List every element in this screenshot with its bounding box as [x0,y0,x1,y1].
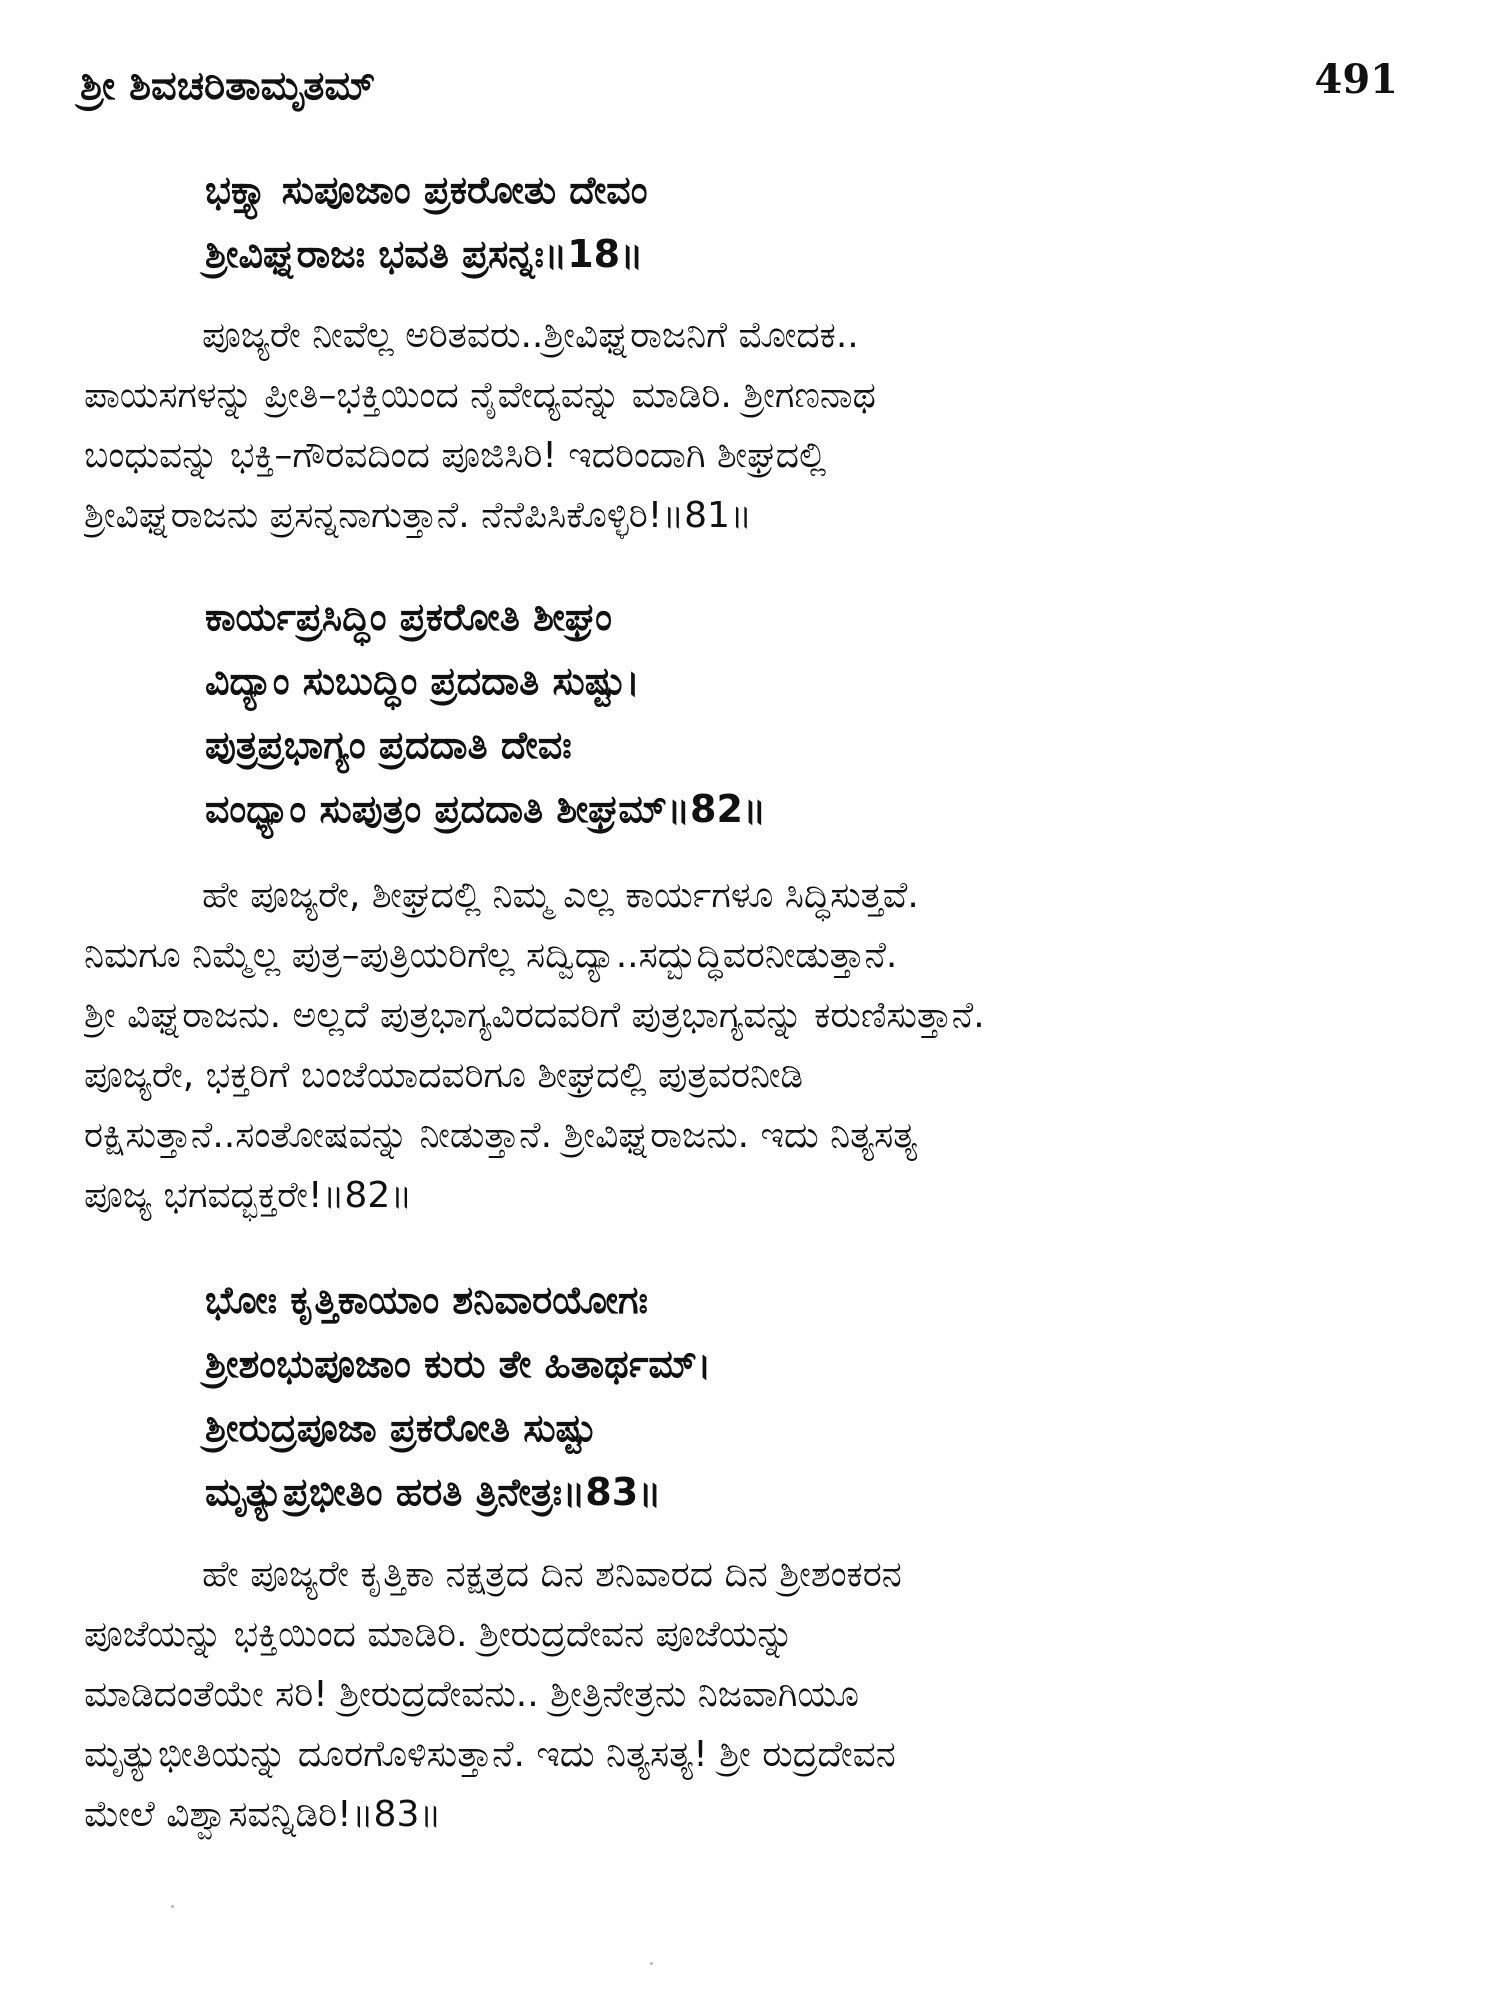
prose-line: ಪೂಜ್ಯರೇ ನೀವೆಲ್ಲ ಅರಿತವರು..ಶ್ರೀವಿಘ್ನರಾಜನಿಗೆ ಮೋದಕ.. [202,315,859,356]
prose-line: ಬಂಧುವನ್ನು ಭಕ್ತಿ–ಗೌರವದಿಂದ ಪೂಜಿಸಿರಿ! ಇದರಿಂದಾಗಿ ಶೀಘ್ರದಲ್ಲಿ [84,435,827,476]
scan-speck [650,1962,653,1965]
verse-line: ಶ್ರೀಶಂಭುಪೂಜಾಂ ಕುರು ತೇ ಹಿತಾರ್ಥಮ್। [205,1342,712,1386]
page-number: 491 [1314,56,1398,103]
verse-83 [205,1268,1405,1524]
verse-line: ವಿದ್ಯಾಂ ಸುಬುದ್ಧಿಂ ಪ್ರದದಾತಿ ಸುಷ್ಟು। [205,659,640,703]
prose-line: ಹೇ ಪೂಜ್ಯರೇ, ಶೀಘ್ರದಲ್ಲಿ ನಿಮ್ಮ ಎಲ್ಲ ಕಾರ್ಯಗಳೂ ಸಿದ್ಧಿಸುತ್ತವೆ. [202,875,919,916]
commentary-81 [84,306,1406,546]
prose-line: ಹೇ ಪೂಜ್ಯರೇ ಕೃತ್ತಿಕಾ ನಕ್ಷತ್ರದ ದಿನ ಶನಿವಾರದ ದಿನ ಶ್ರೀಶಂಕರನ [202,1554,902,1595]
prose-line: ಪಾಯಸಗಳನ್ನು ಪ್ರೀತಿ–ಭಕ್ತಿಯಿಂದ ನೈವೇದ್ಯವನ್ನು ಮಾಡಿರಿ. ಶ್ರೀಗಣನಾಥ [84,375,876,416]
prose-line: ಪೂಜ್ಯರೇ, ಭಕ್ತರಿಗೆ ಬಂಜೆಯಾದವರಿಗೂ ಶೀಘ್ರದಲ್ಲಿ ಪುತ್ರವರನೀಡಿ [84,1055,804,1096]
commentary-83 [84,1545,1406,1845]
prose-line: ಪೂಜ್ಯ ಭಗವದ್ಭಕ್ತರೇ!॥82॥ [84,1175,413,1216]
prose-line: ನಿಮಗೂ ನಿಮ್ಮೆಲ್ಲ ಪುತ್ರ–ಪುತ್ರಿಯರಿಗೆಲ್ಲ ಸದ್ವಿದ್ಯಾ..ಸದ್ಬುದ್ಧಿವರನೀಡುತ್ತಾನೆ. [84,935,898,976]
verse-line: ವಂಧ್ಯಾಂ ಸುಪುತ್ರಂ ಪ್ರದದಾತಿ ಶೀಘ್ರಮ್॥82॥ [205,787,767,831]
verse-82 [205,585,1405,841]
prose-line: ಶ್ರೀ ವಿಘ್ನರಾಜನು. ಅಲ್ಲದೆ ಪುತ್ರಭಾಗ್ಯವಿರದವರಿಗೆ ಪುತ್ರಭಾಗ್ಯವನ್ನು ಕರುಣಿಸುತ್ತಾನೆ. [84,995,985,1036]
prose-line: ರಕ್ಷಿಸುತ್ತಾನೆ..ಸಂತೋಷವನ್ನು ನೀಡುತ್ತಾನೆ. ಶ್ರೀವಿಘ್ನರಾಜನು. ಇದು ನಿತ್ಯಸತ್ಯ [84,1115,918,1156]
verse-line: ಪುತ್ರಪ್ರಭಾಗ್ಯಂ ಪ್ರದದಾತಿ ದೇವಃ [205,723,572,767]
verse-line: ಭೋಃ ಕೃತ್ತಿಕಾಯಾಂ ಶನಿವಾರಯೋಗಃ [205,1278,648,1322]
verse-line: ಶ್ರೀರುದ್ರಪೂಜಾ ಪ್ರಕರೋತಿ ಸುಷ್ಟು [205,1406,597,1450]
prose-line: ಮಾಡಿದಂತೆಯೇ ಸರಿ! ಶ್ರೀರುದ್ರದೇವನು.. ಶ್ರೀತ್ರಿನೇತ್ರನು ನಿಜವಾಗಿಯೂ [84,1674,859,1715]
verse-line: ಮೃತ್ಯುಪ್ರಭೀತಿಂ ಹರತಿ ತ್ರಿನೇತ್ರಃ॥83॥ [205,1470,662,1514]
verse-line: ಶ್ರೀವಿಘ್ನರಾಜಃ ಭವತಿ ಪ್ರಸನ್ನಃ॥18॥ [205,232,644,276]
prose-line: ಶ್ರೀವಿಘ್ನರಾಜನು ಪ್ರಸನ್ನನಾಗುತ್ತಾನೆ. ನೆನೆಪಿಸಿಕೊಳ್ಳಿರಿ!॥81॥ [84,495,752,536]
running-header-title: ಶ್ರೀ ಶಿವಚರಿತಾಮೃತಮ್ [80,63,376,109]
prose-line: ಪೂಜೆಯನ್ನು ಭಕ್ತಿಯಿಂದ ಮಾಡಿರಿ. ಶ್ರೀರುದ್ರದೇವನ ಪೂಜೆಯನ್ನು [84,1614,794,1655]
scan-speck [171,1905,174,1908]
verse-18 [205,158,1405,286]
verse-line: ಭಕ್ತ್ಯಾ ಸುಪೂಜಾಂ ಪ್ರಕರೋತು ದೇವಂ [205,168,648,212]
verse-line: ಕಾರ್ಯಪ್ರಸಿದ್ಧಿಂ ಪ್ರಕರೋತಿ ಶೀಘ್ರಂ [205,595,612,639]
commentary-82 [84,866,1406,1226]
prose-line: ಮೇಲೆ ವಿಶ್ವಾಸವನ್ನಿಡಿರಿ!॥83॥ [84,1794,442,1835]
prose-line: ಮೃತ್ಯುಭೀತಿಯನ್ನು ದೂರಗೊಳಿಸುತ್ತಾನೆ. ಇದು ನಿತ್ಯಸತ್ಯ! ಶ್ರೀ ರುದ್ರದೇವನ [84,1734,896,1775]
